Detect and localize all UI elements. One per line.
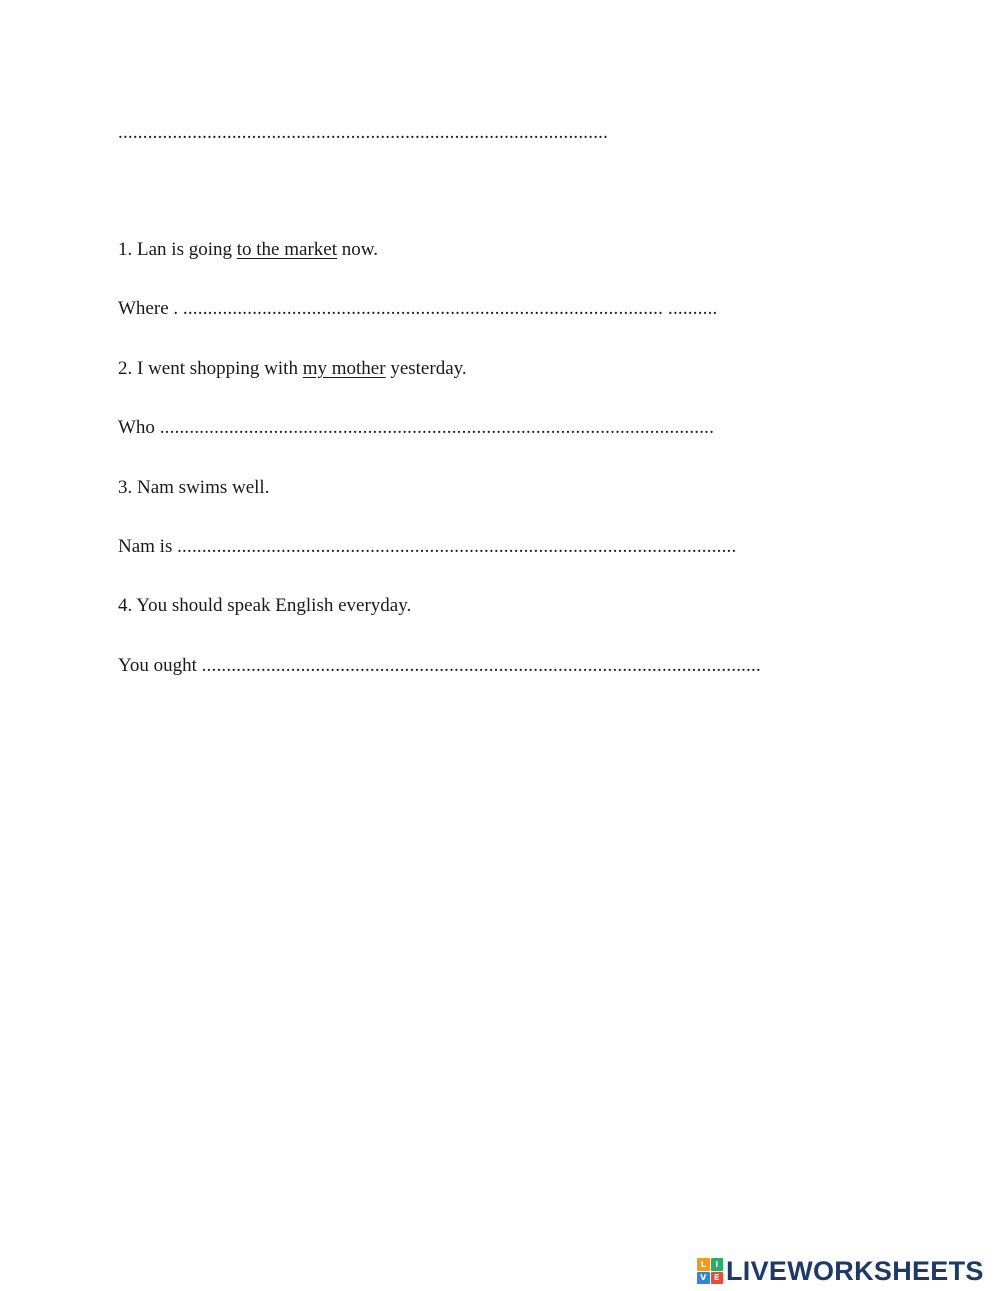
question-1-answer-start: Where . <box>118 298 183 319</box>
question-3-answer-blank[interactable]: ................................................................................................................. <box>177 536 737 557</box>
question-2-answer-start: Who <box>118 417 160 438</box>
question-4-answer-line[interactable] <box>118 654 761 678</box>
question-4-answer-start: You ought <box>118 655 202 676</box>
logo-block-v: V <box>697 1272 710 1285</box>
logo-blocks-icon <box>697 1258 723 1284</box>
question-1-text-before: 1. Lan is going <box>118 239 237 260</box>
liveworksheets-logo[interactable] <box>697 1255 984 1287</box>
question-4-answer-blank[interactable]: ................................................................................................................. <box>201 655 761 676</box>
question-2-prompt <box>118 357 467 381</box>
logo-block-e: E <box>711 1272 724 1285</box>
logo-block-i: I <box>711 1258 724 1271</box>
question-2-answer-line[interactable] <box>118 416 714 440</box>
brand-name: LIVEWORKSHEETS <box>726 1255 984 1286</box>
question-2-text-after: yesterday. <box>385 358 467 379</box>
question-2-text-before: 2. I went shopping with <box>118 358 303 379</box>
question-1-text-after: now. <box>337 239 378 260</box>
top-answer-line[interactable]: ................................................................................................... <box>118 122 609 143</box>
question-3-prompt: 3. Nam swims well. <box>118 477 270 498</box>
question-2-answer-blank[interactable]: ................................................................................................................ <box>159 417 715 438</box>
question-1-answer-line[interactable] <box>118 297 718 321</box>
question-3-answer-start: Nam is <box>118 536 178 557</box>
question-1-prompt <box>118 238 378 262</box>
question-3-answer-line[interactable] <box>118 535 736 559</box>
question-1-underlined-text: to the market <box>236 239 337 260</box>
question-4-prompt: 4. You should speak English everyday. <box>118 595 412 616</box>
logo-block-l: L <box>697 1258 710 1271</box>
question-1-answer-blank[interactable]: ................................................................................................. .......... <box>182 298 718 319</box>
question-2-underlined-text: my mother <box>302 358 386 379</box>
